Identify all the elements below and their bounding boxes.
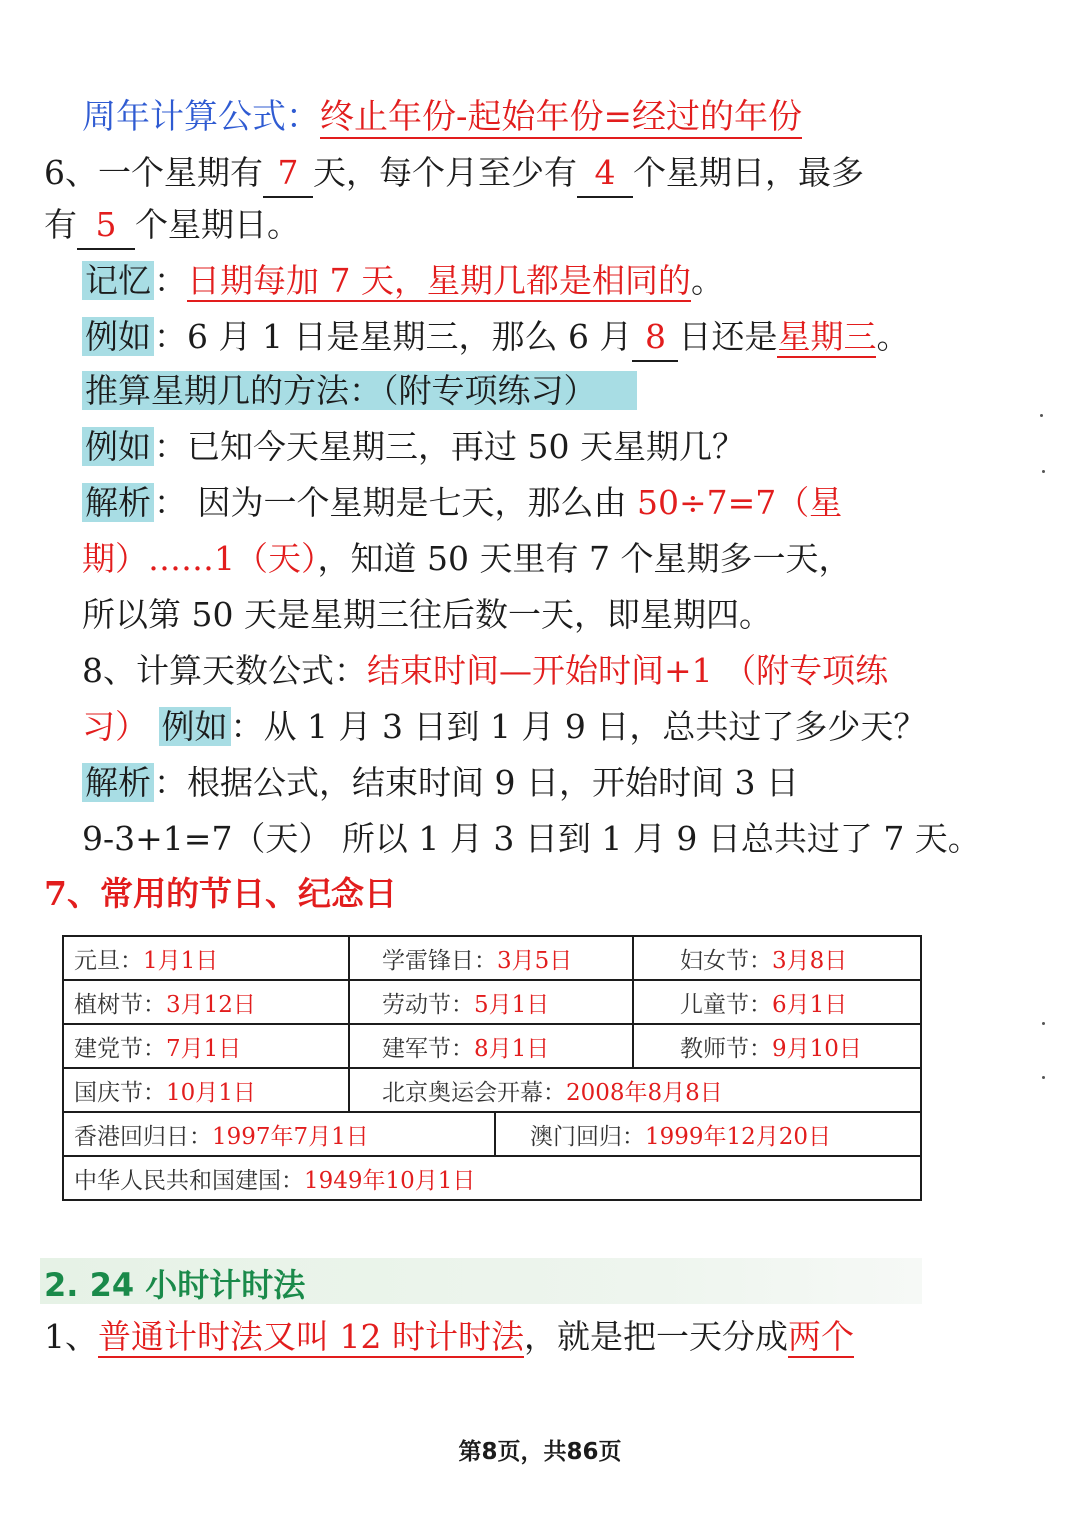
analysis2-label: 解析 <box>82 763 154 802</box>
analysis2-line1 <box>82 760 799 806</box>
holiday-cell: 国庆节：10月1日 <box>63 1068 349 1112</box>
analysis1-line3 <box>82 592 772 638</box>
table-row <box>63 1068 921 1112</box>
item6-line2 <box>44 202 300 250</box>
holidays-table <box>62 935 922 1201</box>
example1-line <box>82 314 909 362</box>
method-title: 推算星期几的方法：（附专项练习） <box>82 371 637 410</box>
example2-line <box>82 424 745 470</box>
memory-end: 。 <box>690 261 724 300</box>
item6-text-2: 天，每个月至少有 <box>313 153 577 192</box>
item1-text-1: 1、 <box>44 1317 98 1356</box>
scan-speck <box>1040 414 1043 417</box>
page-number: 第8页，共86页 <box>458 1439 622 1465</box>
holiday-cell: 植树节：3月12日 <box>63 980 349 1024</box>
example1-text-1: ：6 月 1 日是星期三，那么 6 月 <box>154 317 633 356</box>
memory-text: 日期每加 7 天，星期几都是相同的 <box>187 261 691 300</box>
analysis2-line2 <box>82 816 981 862</box>
analysis1-text-3: 所以第 50 天是星期三往后数一天，即星期四。 <box>82 595 772 634</box>
analysis2-text-1: ：根据公式，结束时间 9 日，开始时间 3 日 <box>154 763 799 802</box>
example1-answer-2: 星期三 <box>777 317 877 356</box>
analysis1-text-2: ，知道 50 天里有 7 个星期多一天， <box>317 539 852 578</box>
analysis1-line2 <box>82 536 851 582</box>
holiday-cell: 建军节：8月1日 <box>349 1024 633 1068</box>
table-row <box>63 936 921 980</box>
analysis1-label: 解析 <box>82 483 154 522</box>
item6-text-5: 个星期日。 <box>135 205 300 244</box>
holiday-cell: 中华人民共和国建国：1949年10月1日 <box>63 1156 921 1200</box>
section-24h-title: 2. 24 小时计时法 <box>44 1266 306 1304</box>
item8-example-label: 例如 <box>159 707 231 746</box>
example1-label: 例如 <box>82 317 154 356</box>
table-row <box>63 980 921 1024</box>
item1-text-2: ，就是把一天分成 <box>523 1317 788 1356</box>
item8-text-1: 8、计算天数公式： <box>82 651 367 690</box>
item8-line2 <box>82 704 926 750</box>
section7-title: 7、常用的节日、纪念日 <box>44 874 397 913</box>
holiday-cell: 教师节：9月10日 <box>633 1024 921 1068</box>
table-row <box>63 1112 921 1156</box>
item6-answer-2: 4 <box>577 150 633 198</box>
scan-speck <box>1042 1076 1045 1079</box>
item1-line <box>44 1314 854 1360</box>
holiday-cell: 建党节：7月1日 <box>63 1024 349 1068</box>
holiday-cell: 澳门回归：1999年12月20日 <box>495 1112 921 1156</box>
item1-red-2: 两个 <box>787 1317 854 1356</box>
holiday-cell: 元旦：1月1日 <box>63 936 349 980</box>
item8-text-2: ：从 1 月 3 日到 1 月 9 日，总共过了多少天？ <box>230 707 927 746</box>
analysis1-line1 <box>82 480 842 526</box>
example2-label: 例如 <box>82 427 154 466</box>
item6-text-1: 6、一个星期有 <box>44 153 263 192</box>
item6-text-3: 个星期日，最多 <box>633 153 864 192</box>
example1-end: 。 <box>876 317 910 356</box>
method-title-line <box>82 368 637 414</box>
holiday-cell: 学雷锋日：3月5日 <box>349 936 633 980</box>
holiday-cell: 儿童节：6月1日 <box>633 980 921 1024</box>
item6-text-4: 有 <box>44 205 77 244</box>
scan-speck <box>1042 1022 1045 1025</box>
analysis2-text-2: 9-3+1=7（天） 所以 1 月 3 日到 1 月 9 日总共过了 7 天。 <box>82 819 981 858</box>
anniversary-label: 周年计算公式： <box>82 97 320 137</box>
item8-formula-end: 习） <box>82 707 148 746</box>
example2-text: ：已知今天星期三，再过 50 天星期几？ <box>154 427 745 466</box>
item6-line1 <box>44 150 864 198</box>
analysis1-red-2: 期）……1（天） <box>82 539 318 578</box>
example1-answer-1: 8 <box>632 314 678 362</box>
memory-line <box>82 258 724 304</box>
anniversary-formula-line <box>82 94 802 140</box>
memory-colon: ： <box>154 261 187 300</box>
section-24h-header <box>40 1258 922 1304</box>
holiday-cell: 妇女节：3月8日 <box>633 936 921 980</box>
analysis1-text-1: ： 因为一个星期是七天，那么由 <box>154 483 637 522</box>
item1-red-1: 普通计时法又叫 12 时计时法 <box>98 1317 524 1356</box>
item6-answer-3: 5 <box>77 202 135 250</box>
holiday-cell: 劳动节：5月1日 <box>349 980 633 1024</box>
table-row <box>63 1156 921 1200</box>
analysis1-red-1: 50÷7=7（星 <box>636 483 843 522</box>
anniversary-formula: 终止年份-起始年份=经过的年份 <box>320 97 802 137</box>
memory-label: 记忆 <box>82 261 154 300</box>
item8-formula: 结束时间—开始时间+1 （附专项练 <box>367 651 889 690</box>
holiday-cell: 香港回归日：1997年7月1日 <box>63 1112 495 1156</box>
holiday-cell: 北京奥运会开幕：2008年8月8日 <box>349 1068 921 1112</box>
item8-line1 <box>82 648 888 694</box>
table-row <box>63 1024 921 1068</box>
item6-answer-1: 7 <box>263 150 313 198</box>
example1-text-2: 日还是 <box>678 317 778 356</box>
scan-speck <box>1042 470 1045 473</box>
